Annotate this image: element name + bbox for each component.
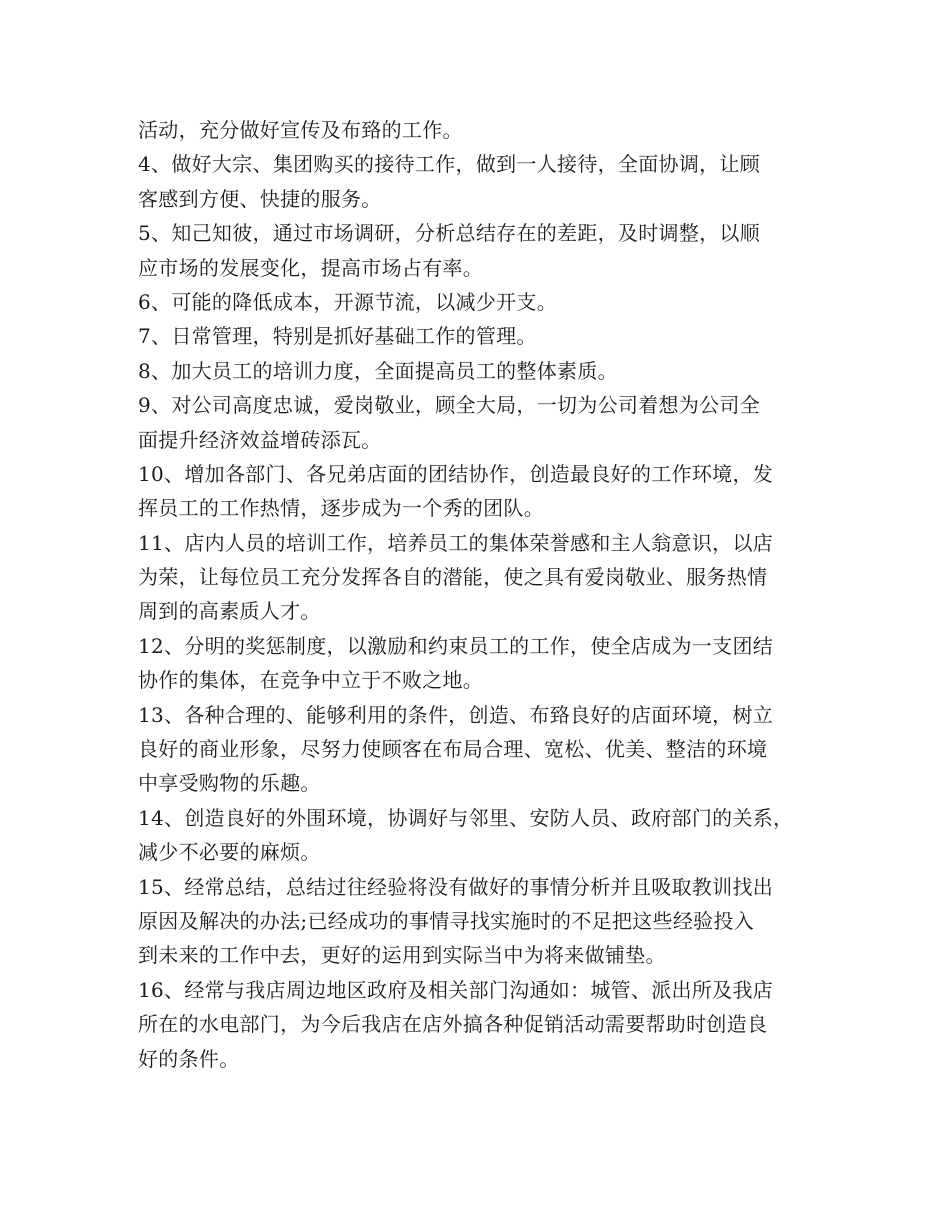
text-line: 5、知己知彼，通过市场调研，分析总结存在的差距，及时调整，以顺	[138, 221, 761, 246]
text-line: 为荣，让每位员工充分发挥各自的潜能，使之具有爱岗敬业、服务热情	[138, 565, 768, 590]
text-line: 10、增加各部门、各兄弟店面的团结协作，创造最良好的工作环境，发	[138, 461, 774, 486]
text-line: 中享受购物的乐趣。	[138, 771, 321, 796]
text-line: 15、经常总结，总结过往经验将没有做好的事情分析并且吸取教训找出	[138, 874, 774, 899]
text-line: 14、创造良好的外围环境，协调好与邻里、安防人员、政府部门的关系，	[138, 805, 794, 830]
text-line: 12、分明的奖惩制度，以激励和约束员工的工作，使全店成为一支团结	[138, 633, 774, 658]
text-line: 11、店内人员的培训工作，培养员工的集体荣誉感和主人翁意识，以店	[138, 530, 774, 555]
text-line: 协作的集体，在竞争中立于不败之地。	[138, 668, 484, 693]
text-line: 7、日常管理，特别是抓好基础工作的管理。	[138, 324, 537, 349]
text-line: 所在的水电部门，为今后我店在店外搞各种促销活动需要帮助时创造良	[138, 1012, 768, 1037]
text-line: 原因及解决的办法;已经成功的事情寻找实施时的不足把这些经验投入	[138, 908, 755, 933]
text-line: 好的条件。	[138, 1046, 240, 1071]
text-line: 13、各种合理的、能够利用的条件，创造、布臵良好的店面环境，树立	[138, 702, 774, 727]
text-line: 8、加大员工的培训力度，全面提高员工的整体素质。	[138, 358, 618, 383]
text-line: 周到的高素质人才。	[138, 599, 321, 624]
text-line: 挥员工的工作热情，逐步成为一个秀的团队。	[138, 496, 544, 521]
text-line: 客感到方便、快捷的服务。	[138, 186, 382, 211]
text-line: 减少不必要的麻烦。	[138, 840, 321, 865]
text-line: 良好的商业形象，尽努力使顾客在布局合理、宽松、优美、整洁的环境	[138, 737, 768, 762]
text-line: 9、对公司高度忠诚，爱岗敬业，顾全大局，一切为公司着想为公司全	[138, 393, 761, 418]
text-line: 6、可能的降低成本，开源节流，以减少开支。	[138, 289, 558, 314]
text-line: 面提升经济效益增砖添瓦。	[138, 427, 382, 452]
document-body	[138, 113, 828, 1076]
text-line: 16、经常与我店周边地区政府及相关部门沟通如：城管、派出所及我店	[138, 977, 774, 1002]
text-line: 应市场的发展变化，提高市场占有率。	[138, 255, 484, 280]
text-line: 到未来的工作中去，更好的运用到实际当中为将来做铺垫。	[138, 943, 666, 968]
text-line: 活动，充分做好宣传及布臵的工作。	[138, 118, 463, 142]
text-line: 4、做好大宗、集团购买的接待工作，做到一人接待，全面协调，让顾	[138, 152, 761, 177]
